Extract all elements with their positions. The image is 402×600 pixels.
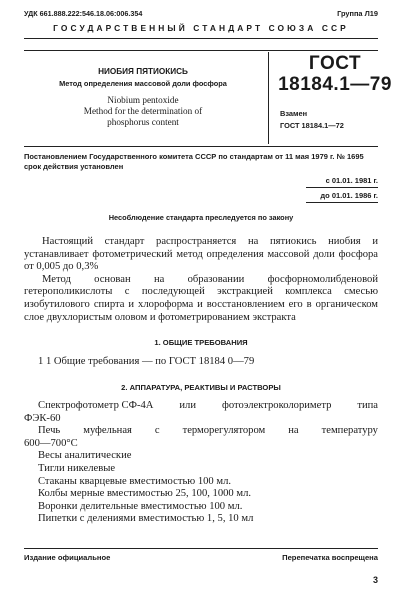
header-rule [24,50,378,51]
list-item: Стаканы кварцевые вместимостью 100 мл. [38,475,232,487]
apparatus-list [24,400,378,526]
title-en-line-1: Niobium pentoxide [107,95,179,105]
top-rule [24,38,378,39]
validity-from: с 01.01. 1981 г. [325,176,378,185]
list-word: терморегулятором [182,425,266,437]
section-1-item: 1 1 Общие требования — по ГОСТ 18184 0—79 [38,356,255,367]
list-word: с [154,425,160,437]
subtitle-ru: Метод определения массовой доли фосфора [59,79,227,88]
list-item [38,400,378,413]
list-item: Тигли никелевые [38,462,116,474]
title-en-line-2: Method for the determination of [83,106,203,116]
reprint-prohibited-note: Перепечатка воспрещена [282,553,378,562]
decree-text: Постановлением Государственного комитета СССР по стандартам от 11 мая 1979 г. № 1695 срок действия установлен [24,152,364,171]
list-word: или [179,400,197,411]
list-word: фотоэлектроколориметр [221,400,332,411]
list-item: 600—700°С [24,437,78,449]
standard-banner: ГОСУДАРСТВЕННЫЙ СТАНДАРТ СОЮЗА ССР [53,23,349,33]
udk-code: УДК 661.888.222:546.18.06:006.354 [24,9,143,18]
section-2-title: 2. АППАРАТУРА, РЕАКТИВЫ И РАСТВОРЫ [121,383,281,392]
list-item: ФЭК-60 [24,412,61,424]
list-item [38,425,378,438]
decree-rule [24,146,378,147]
list-item: Весы аналитические [38,450,132,462]
official-edition-note: Издание официальное [24,553,111,562]
list-word: Спектрофотометр СФ-4А [38,400,154,411]
replaces-label: Взамен [280,109,308,118]
list-item: Колбы мерные вместимостью 25, 100, 1000 мл. [38,488,252,500]
title-ru: НИОБИЯ ПЯТИОКИСЬ [98,67,188,76]
validity-to-underline [306,202,378,203]
gost-label: ГОСТ [308,53,362,74]
intro-text [24,236,378,324]
list-word: типа [357,400,378,411]
list-item: Воронки делительные вместимостью 100 мл. [38,500,243,512]
validity-from-underline [306,187,378,188]
list-word: Печь [38,425,61,437]
intro-paragraph-2: Метод основан на образовании фосфорномолибденовой гетерополикислоты с последующей экстракцией комплекса смесью изобутилового спирта и хлороформа и восстановлением его в органическом слое двухлористым оловом и фотометрированием экстракта [24,273,378,323]
list-word: на [288,425,299,437]
list-item: Пипетки с делениями вместимостью 1, 5, 10 мл [38,513,254,525]
page-number: 3 [372,575,378,585]
replaces-value: ГОСТ 18184.1—72 [280,121,344,130]
list-word: температуру [321,425,378,437]
section-1-title: 1. ОБЩИЕ ТРЕБОВАНИЯ [154,338,248,347]
footer-rule [24,548,378,549]
group-code: Группа Л19 [337,9,378,18]
intro-paragraph-1: Настоящий стандарт распространяется на пятиокись ниобия и устанавливает фотометрический метод определения массовой доли фосфора от 0,005 до 0,3% [24,236,378,273]
gost-number: 18184.1—79 [278,74,392,95]
list-word: муфельная [83,425,132,437]
title-en-line-3: phosphorus content [107,117,179,127]
validity-to: до 01.01. 1986 г. [320,191,378,200]
law-warning: Несоблюдение стандарта преследуется по закону [108,213,294,222]
